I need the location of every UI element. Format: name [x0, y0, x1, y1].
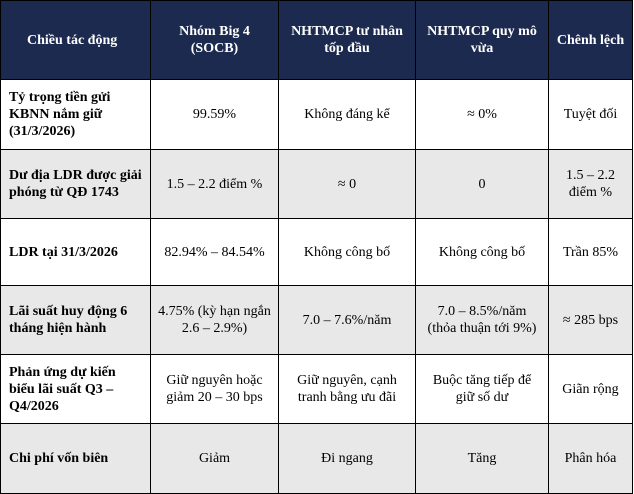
cell-top-private: 7.0 – 7.6%/năm: [279, 286, 416, 355]
cell-mid-size: 7.0 – 8.5%/năm (thỏa thuận tới 9%): [416, 286, 549, 355]
cell-difference: Giãn rộng: [549, 355, 633, 424]
header-mid-size: NHTMCP quy mô vừa: [416, 1, 549, 80]
header-difference: Chênh lệch: [549, 1, 633, 80]
table-row: [1, 80, 633, 150]
table-row: [1, 150, 633, 219]
cell-difference: 1.5 – 2.2 điểm %: [549, 150, 633, 219]
cell-top-private: Không đáng kể: [279, 80, 416, 150]
cell-top-private: Giữ nguyên, cạnh tranh bằng ưu đãi: [279, 355, 416, 424]
cell-mid-size: Không công bố: [416, 219, 549, 286]
cell-mid-size: 0: [416, 150, 549, 219]
cell-big4: 1.5 – 2.2 điểm %: [151, 150, 279, 219]
cell-difference: Phân hóa: [549, 424, 633, 494]
cell-big4: Giữ nguyên hoặc giảm 20 – 30 bps: [151, 355, 279, 424]
row-label: Chi phí vốn biên: [1, 424, 151, 494]
cell-big4: Giảm: [151, 424, 279, 494]
cell-top-private: Đi ngang: [279, 424, 416, 494]
row-label: Dư địa LDR được giải phóng từ QĐ 1743: [1, 150, 151, 219]
cell-difference: Tuyệt đối: [549, 80, 633, 150]
cell-top-private: ≈ 0: [279, 150, 416, 219]
table-row: [1, 286, 633, 355]
cell-mid-size: ≈ 0%: [416, 80, 549, 150]
table-row: [1, 219, 633, 286]
cell-big4: 99.59%: [151, 80, 279, 150]
cell-top-private: Không công bố: [279, 219, 416, 286]
header-impact-dimension: Chiều tác động: [1, 1, 151, 80]
table-row: [1, 424, 633, 494]
row-label: Phản ứng dự kiến biểu lãi suất Q3 – Q4/2026: [1, 355, 151, 424]
cell-mid-size: Buộc tăng tiếp để giữ số dư: [416, 355, 549, 424]
cell-difference: Trần 85%: [549, 219, 633, 286]
cell-mid-size: Tăng: [416, 424, 549, 494]
table-row: [1, 355, 633, 424]
row-label: Tỷ trọng tiền gửi KBNN nắm giữ (31/3/2026): [1, 80, 151, 150]
header-top-private: NHTMCP tư nhân tốp đầu: [279, 1, 416, 80]
table-header-row: [1, 1, 633, 80]
row-label: Lãi suất huy động 6 tháng hiện hành: [1, 286, 151, 355]
cell-difference: ≈ 285 bps: [549, 286, 633, 355]
row-label: LDR tại 31/3/2026: [1, 219, 151, 286]
cell-big4: 4.75% (kỳ hạn ngắn 2.6 – 2.9%): [151, 286, 279, 355]
cell-big4: 82.94% – 84.54%: [151, 219, 279, 286]
header-big4: Nhóm Big 4 (SOCB): [151, 1, 279, 80]
